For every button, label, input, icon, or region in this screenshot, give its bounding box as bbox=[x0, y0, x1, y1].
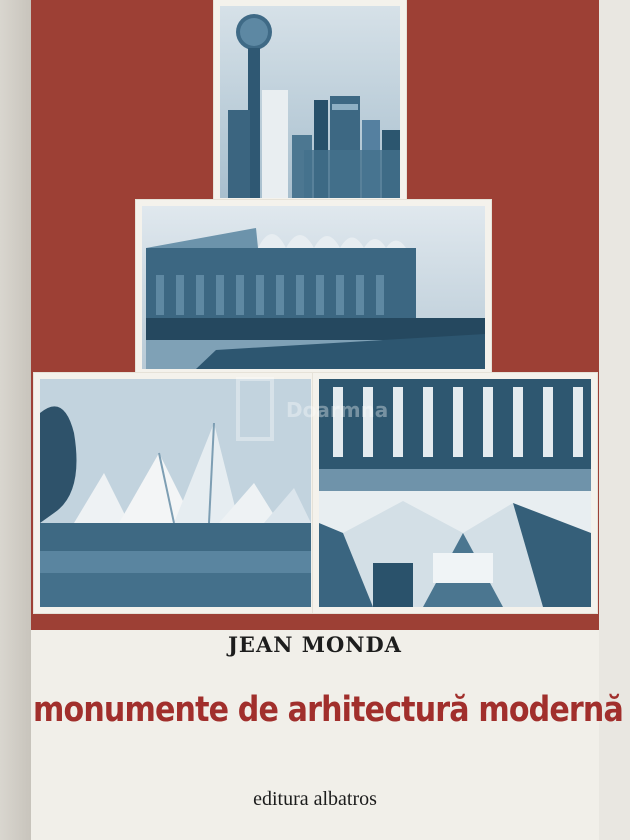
book-publisher: editura albatros bbox=[253, 788, 377, 810]
watermark-logo bbox=[236, 375, 389, 455]
photo-arched-terminal bbox=[136, 200, 491, 375]
book-title: monumente de arhitectură modernă bbox=[33, 690, 623, 730]
book-author: JEAN MONDA bbox=[228, 632, 402, 657]
book-cover bbox=[31, 0, 623, 840]
watermark-text: Doarmna bbox=[286, 398, 389, 422]
left-page-edge bbox=[0, 0, 31, 840]
photo-tower-skyline bbox=[214, 0, 406, 204]
